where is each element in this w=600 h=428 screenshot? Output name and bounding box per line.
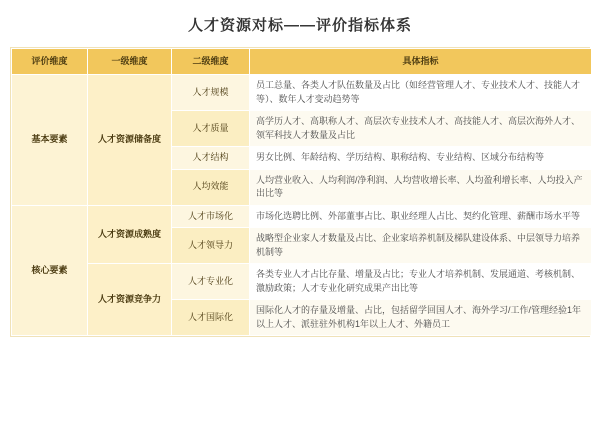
cell-detail-per-capita-efficiency: 人均营业收入、人均利润/净利润、人均营收增长率、人均盈利增长率、人均投入产出比等 xyxy=(250,169,592,205)
cell-level2-talent-structure: 人才结构 xyxy=(172,147,250,170)
cell-level1-talent-maturity: 人才资源成熟度 xyxy=(88,205,172,264)
cell-detail-talent-structure: 男女比例、年龄结构、学历结构、职称结构、专业结构、区域分布结构等 xyxy=(250,147,592,170)
cell-level2-per-capita-efficiency: 人均效能 xyxy=(172,169,250,205)
cell-detail-talent-internationalization: 国际化人才的存量及增量、占比，包括留学回国人才、海外学习/工作/管理经验1年以上人才、派驻驻外机构1年以上人才、外籍员工 xyxy=(250,300,592,336)
cell-evaluation-dimension-core: 核心要素 xyxy=(12,205,88,336)
cell-detail-talent-leadership: 战略型企业家人才数量及占比、企业家培养机制及梯队建设体系、中层领导力培养机制等 xyxy=(250,228,592,264)
header-cell-level2-dimension: 二级维度 xyxy=(172,49,250,75)
cell-evaluation-dimension-basic: 基本要素 xyxy=(12,75,88,206)
header-cell-evaluation-dimension: 评价维度 xyxy=(12,49,88,75)
cell-detail-talent-marketization: 市场化选聘比例、外部董事占比、职业经理人占比、契约化管理、薪酬市场水平等 xyxy=(250,205,592,228)
table-header xyxy=(12,49,592,75)
indicator-table xyxy=(11,48,592,336)
cell-detail-talent-scale: 员工总量、各类人才队伍数量及占比（如经营管理人才、专业技术人才、技能人才等）、数年人才变动趋势等 xyxy=(250,75,592,111)
cell-level2-talent-marketization: 人才市场化 xyxy=(172,205,250,228)
header-cell-level1-dimension: 一级维度 xyxy=(88,49,172,75)
table-row xyxy=(12,75,592,111)
cell-level2-talent-leadership: 人才领导力 xyxy=(172,228,250,264)
cell-level2-talent-specialization: 人才专业化 xyxy=(172,264,250,300)
table-wrapper xyxy=(10,47,590,337)
cell-level2-talent-scale: 人才规模 xyxy=(172,75,250,111)
table-body xyxy=(12,75,592,336)
table-row xyxy=(12,264,592,300)
cell-level1-talent-competitiveness: 人才资源竞争力 xyxy=(88,264,172,336)
header-cell-specific-indicators: 具体指标 xyxy=(250,49,592,75)
cell-detail-talent-specialization: 各类专业人才占比存量、增量及占比；专业人才培养机制、发展通道、考核机制、激励政策；人才专业化研究成果产出比等 xyxy=(250,264,592,300)
header-row xyxy=(12,49,592,75)
cell-level2-talent-quality: 人才质量 xyxy=(172,111,250,147)
table-row xyxy=(12,205,592,228)
page-title: 人才资源对标——评价指标体系 xyxy=(187,17,412,34)
cell-level2-talent-internationalization: 人才国际化 xyxy=(172,300,250,336)
cell-detail-talent-quality: 高学历人才、高职称人才、高层次专业技术人才、高技能人才、高层次海外人才、领军科技人才数量及占比 xyxy=(250,111,592,147)
cell-level1-talent-reserve: 人才资源储备度 xyxy=(88,75,172,206)
